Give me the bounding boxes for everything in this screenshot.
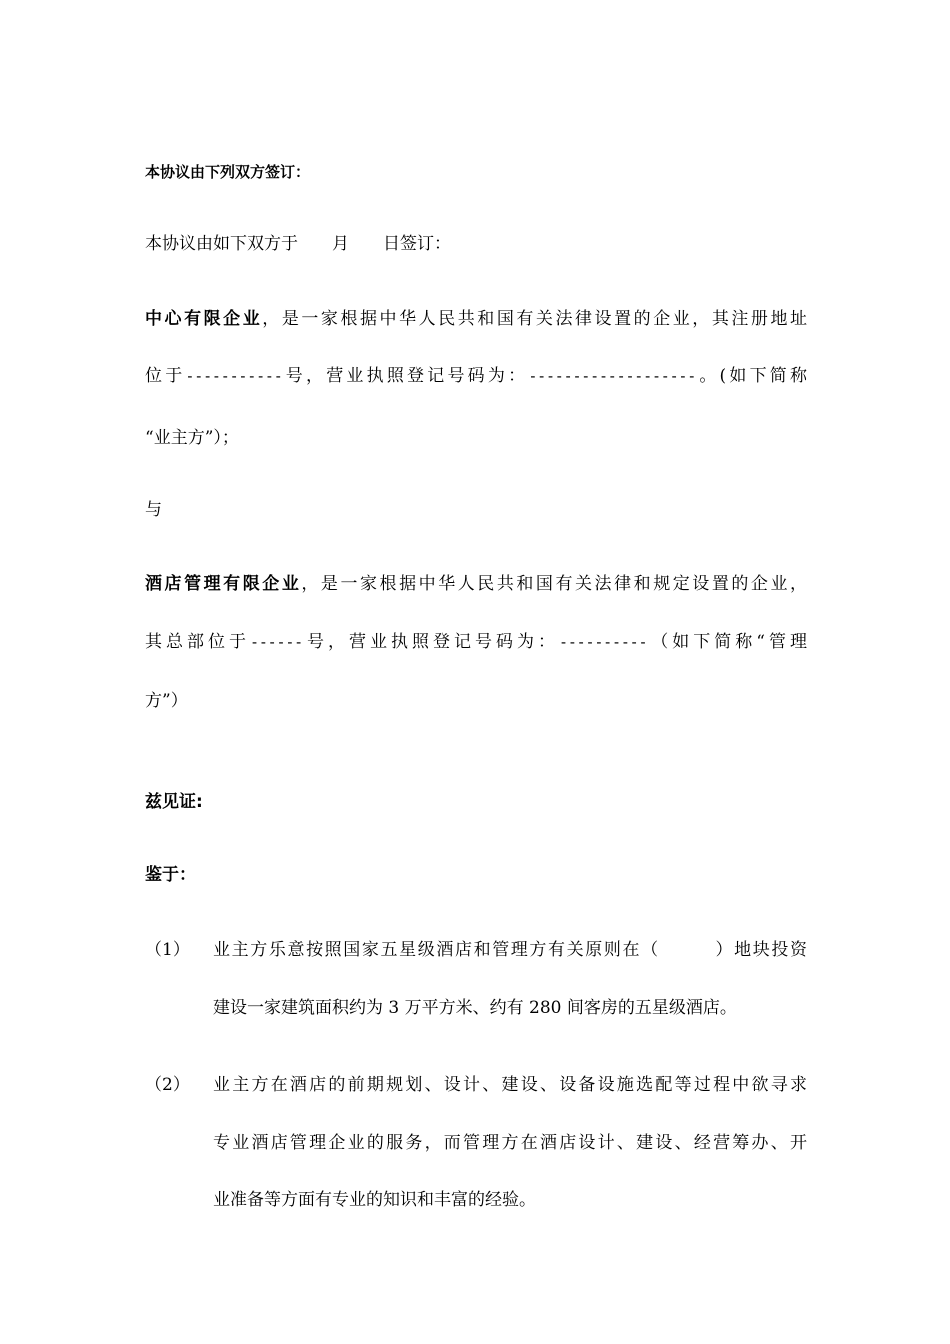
party-a-name: 中心有限企业 [145,309,263,329]
item-number: （1） [145,940,190,960]
party-b-text-2-mid: 号，营业执照登记号码为： [303,632,559,652]
party-b-line-2 [145,630,807,654]
party-b-license-blank: ---------- [559,633,648,651]
party-b-line-3: 方”） [145,691,188,711]
party-b-address-blank: ------ [250,633,303,651]
item-2-line-1: 业主方在酒店的前期规划、设计、建设、设备设施选配等过程中欲寻求 [213,1075,807,1095]
party-a-line-3: “业主方”）； [145,428,239,448]
party-a-text-2-suffix: 。(如下简称 [696,366,808,386]
party-a-line-2 [145,364,807,388]
witness-heading: 兹见证: [145,792,203,812]
party-b-name: 酒店管理有限企业 [145,574,302,594]
item-2-line-3: 业准备等方面有专业的知识和丰富的经验。 [213,1190,536,1210]
party-a-license-blank: ------------------- [528,367,697,385]
party-b-text-2-prefix: 其总部位于 [145,632,250,652]
party-a-line-1 [145,307,807,331]
party-a-text-1: ，是一家根据中华人民共和国有关法律设置的企业，其注册地址 [262,309,808,329]
party-a-text-2-prefix: 位于 [145,366,186,386]
intro-line: 本协议由如下双方于 月 日签订： [145,234,451,254]
intro-heading: 本协议由下列双方签订： [145,163,311,181]
whereas-heading: 鉴于： [145,865,196,885]
item-1-line-2: 建设一家建筑面积约为 3 万平方米、约有 280 间客房的五星级酒店。 [213,998,737,1018]
item-1-line-1: 业主方乐意按照国家五星级酒店和管理方有关原则在（ ）地块投资 [213,940,807,960]
party-a-text-2-mid: 号，营业执照登记号码为： [282,366,529,386]
party-a-address-blank: ----------- [185,367,283,385]
party-b-line-1 [145,572,807,596]
item-2-line-2: 专业酒店管理企业的服务，而管理方在酒店设计、建设、经营筹办、开 [213,1133,807,1153]
party-b-text-2-suffix: （如下简称“管理 [647,632,807,652]
item-number: （2） [145,1075,190,1095]
party-b-text-1: ，是一家根据中华人民共和国有关法律和规定设置的企业， [301,574,808,594]
connector-text: 与 [145,500,162,520]
